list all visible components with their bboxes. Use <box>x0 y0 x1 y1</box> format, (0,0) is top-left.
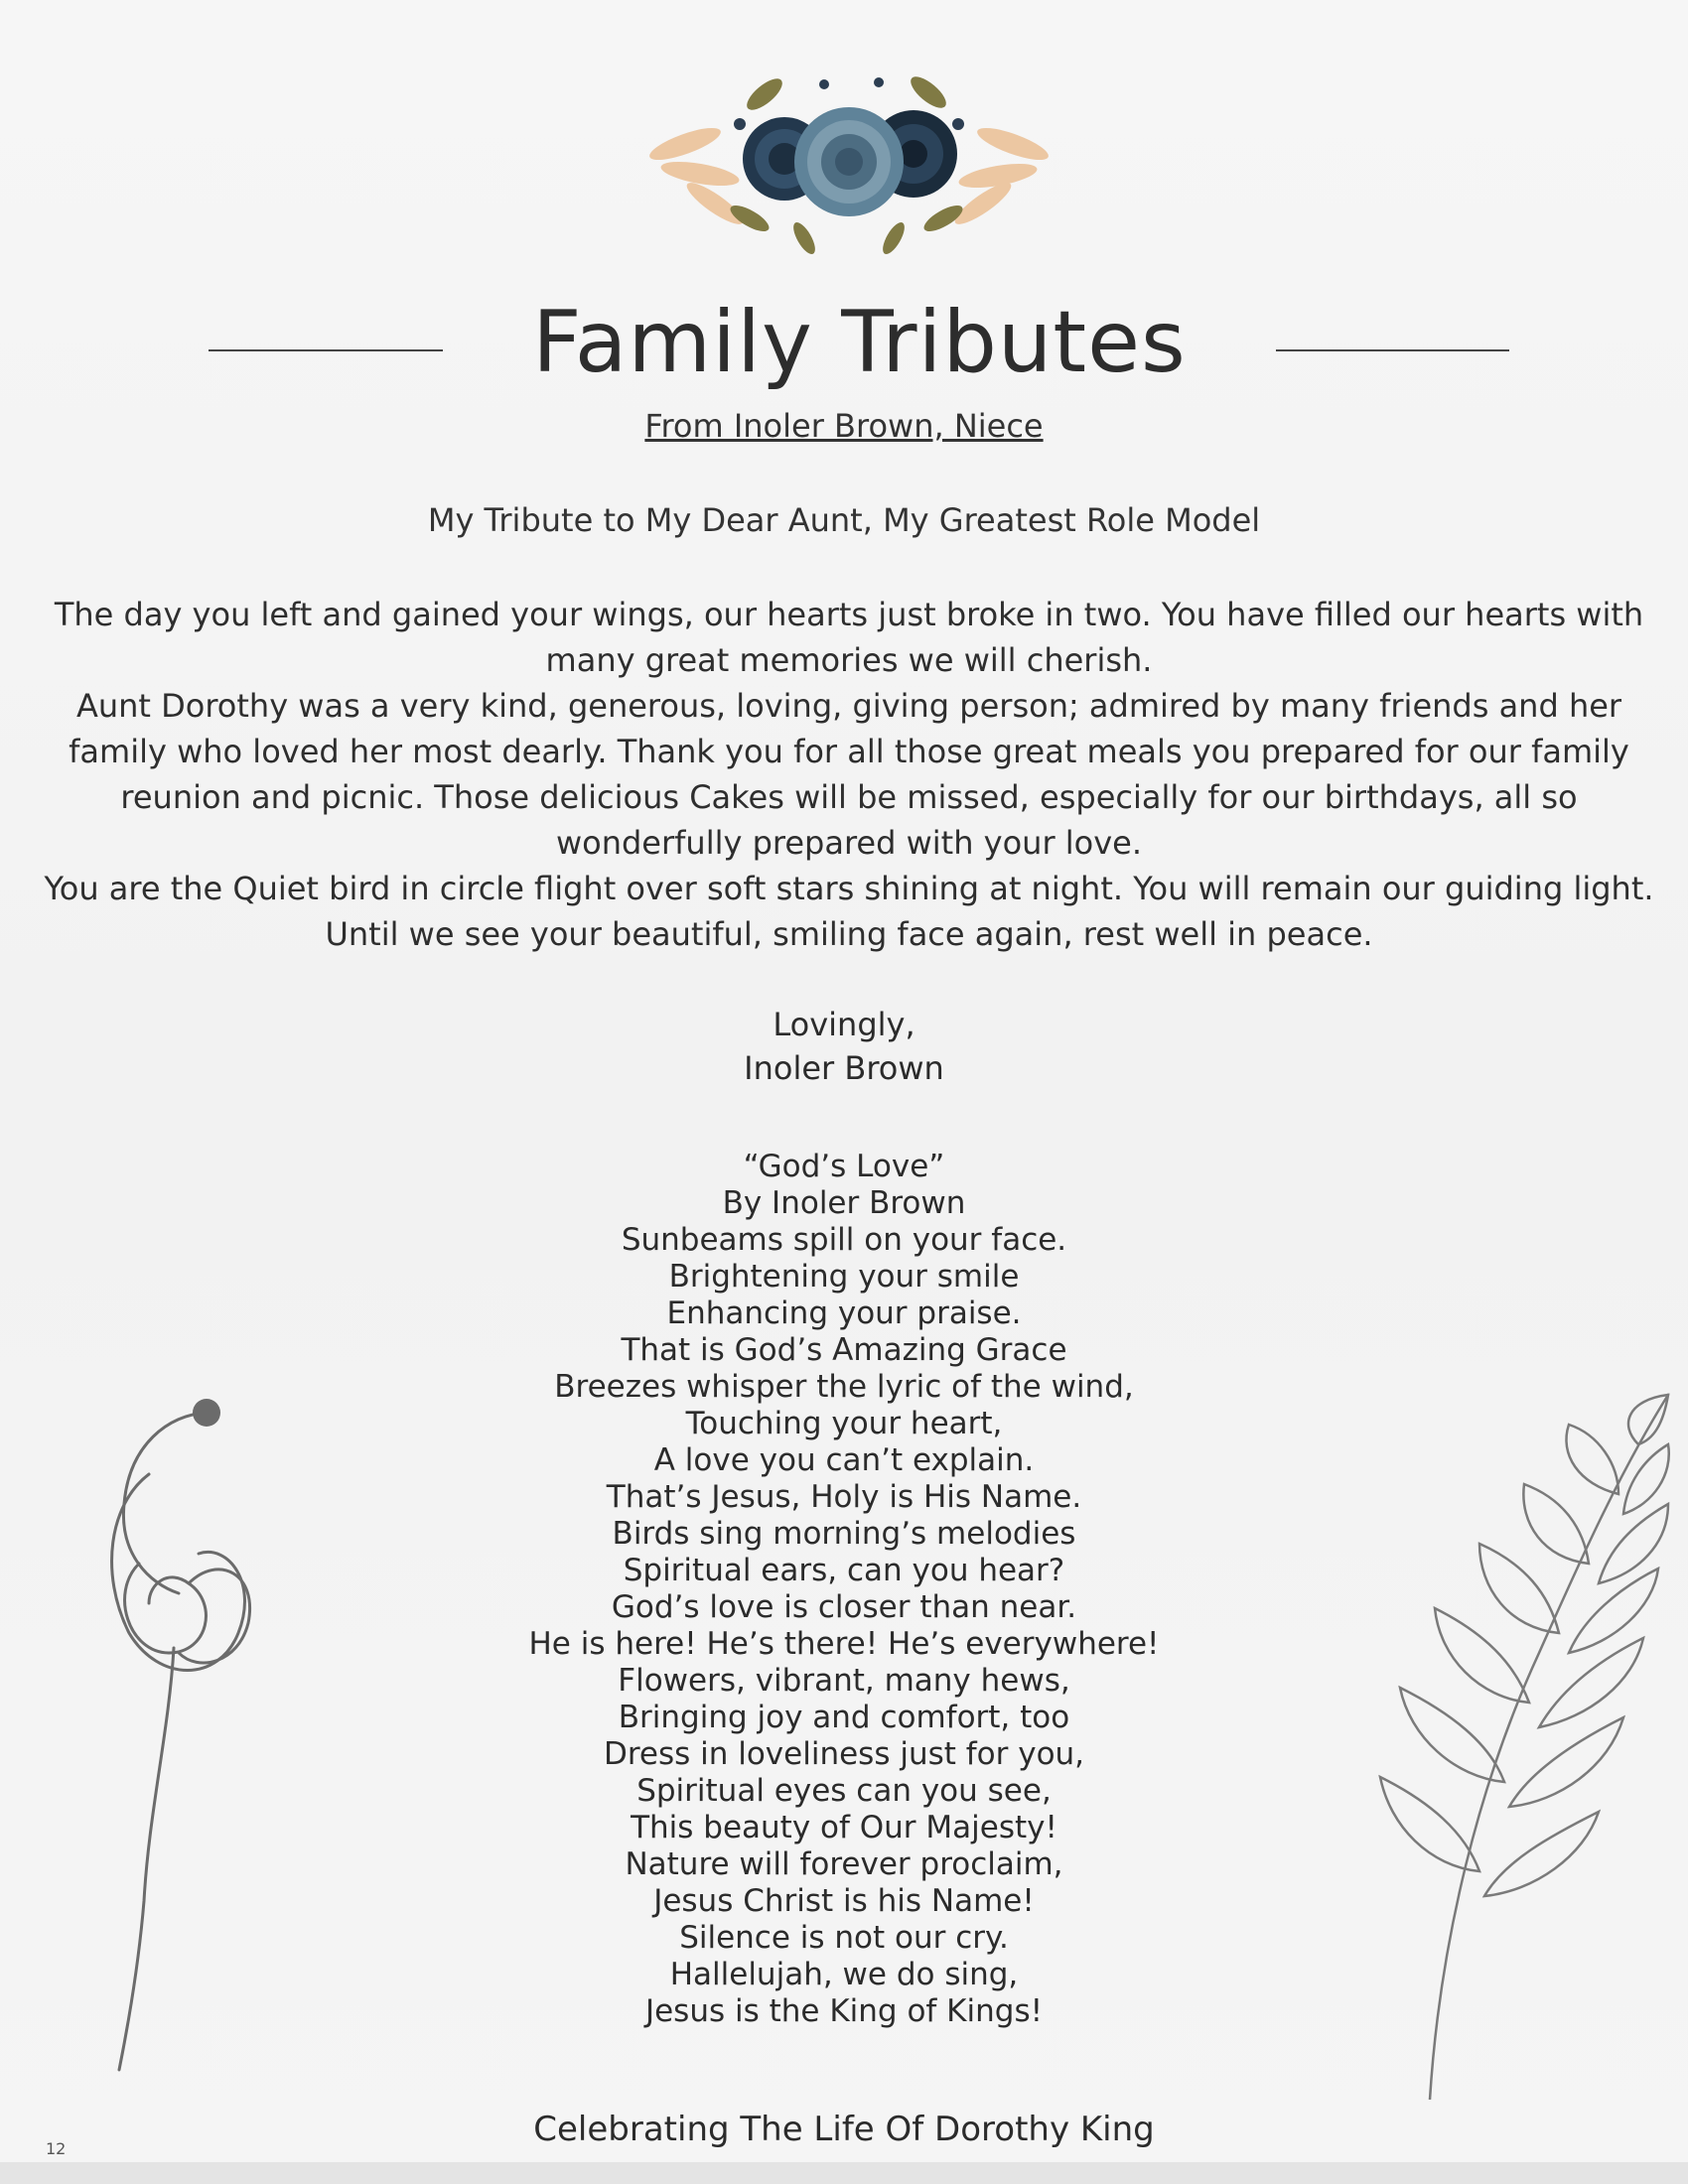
tribute-paragraph: You are the Quiet bird in circle flight over soft stars shining at night. You will remain our guiding light. <box>44 870 1654 907</box>
title-row <box>0 278 1688 407</box>
poem-line: Flowers, vibrant, many hews, <box>618 1663 1070 1699</box>
footer-title: Celebrating The Life Of Dorothy King <box>533 2110 1155 2149</box>
poem-line: Jesus is the King of Kings! <box>644 1993 1044 2029</box>
tribute-paragraph: Until we see your beautiful, smiling face again, rest well in peace. <box>325 915 1373 953</box>
page-title: Family Tributes <box>532 293 1187 392</box>
poem-line: Jesus Christ is his Name! <box>653 1883 1035 1919</box>
page-number: 12 <box>46 2139 67 2158</box>
poem-line: Touching your heart, <box>685 1406 1003 1441</box>
scan-edge <box>0 2162 1688 2184</box>
closing-signature: Inoler Brown <box>744 1049 944 1087</box>
poem-line: That is God’s Amazing Grace <box>621 1332 1067 1368</box>
poem-line: Dress in loveliness just for you, <box>603 1736 1085 1772</box>
poem-line: He is here! He’s there! He’s everywhere! <box>528 1626 1160 1662</box>
poem-line: Bringing joy and comfort, too <box>618 1700 1070 1735</box>
closing-salutation: Lovingly, <box>773 1006 915 1043</box>
poem-line: Hallelujah, we do sing, <box>669 1957 1019 1992</box>
fern-line-art-icon <box>1370 1385 1678 2100</box>
poem-line: Birds sing morning’s melodies <box>612 1516 1076 1552</box>
poem-line: This beauty of Our Majesty! <box>631 1810 1057 1845</box>
tulip-line-art-icon <box>89 1385 288 2080</box>
poem-line: Spiritual ears, can you hear? <box>623 1553 1065 1588</box>
poem-line: Spiritual eyes can you see, <box>636 1773 1052 1809</box>
floral-bouquet-icon <box>645 55 1053 263</box>
poem-line: Breezes whisper the lyric of the wind, <box>554 1369 1134 1405</box>
poem-line: Enhancing your praise. <box>666 1296 1022 1331</box>
poem-author: By Inoler Brown <box>722 1185 966 1221</box>
title-divider-left <box>209 349 443 351</box>
poem-line: God’s love is closer than near. <box>611 1589 1077 1625</box>
tribute-closing <box>0 1003 1688 1090</box>
poem-line: Silence is not our cry. <box>679 1920 1009 1956</box>
poem-line: Brightening your smile <box>668 1259 1020 1295</box>
poem-line: Nature will forever proclaim, <box>625 1846 1063 1882</box>
poem-line: Sunbeams spill on your face. <box>621 1222 1067 1258</box>
poem-line: That’s Jesus, Holy is His Name. <box>606 1479 1082 1515</box>
tribute-body <box>40 592 1658 957</box>
tribute-paragraph: Aunt Dorothy was a very kind, generous, loving, giving person; admired by many friends and her family who loved her most dearly. Thank you for all those great meals you prepared for our family reunion and picnic. Those delicious Cakes will be missed, especially for our birthdays, all so wonderfully prepared with your love. <box>69 687 1629 862</box>
tribute-heading: My Tribute to My Dear Aunt, My Greatest Role Model <box>427 501 1261 539</box>
poem-line: A love you can’t explain. <box>653 1442 1035 1478</box>
tribute-byline: From Inoler Brown, Niece <box>644 407 1044 445</box>
poem-title: “God’s Love” <box>743 1149 945 1184</box>
tribute-paragraph: The day you left and gained your wings, our hearts just broke in two. You have filled our hearts with many great memories we will cherish. <box>54 596 1644 679</box>
title-divider-right <box>1276 349 1509 351</box>
